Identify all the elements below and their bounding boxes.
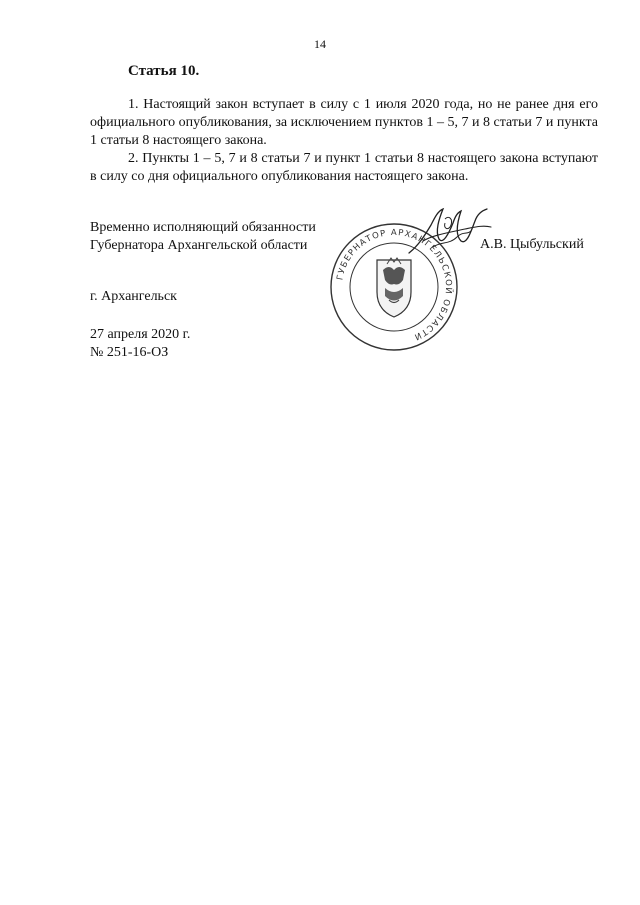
paragraph-2: 2. Пункты 1 – 5, 7 и 8 статьи 7 и пункт 1 статьи 8 настоящего закона вступают в силу со дня официального опубликования настоящего закона. — [90, 151, 598, 184]
paragraph-1: 1. Настоящий закон вступает в силу с 1 июля 2020 года, но не ранее дня его официального опубликования, за исключением пунктов 1 – 5, 7 и 8 статьи 7 и пункта 1 статьи 8 настоящего закона. — [90, 97, 598, 148]
seal-text: ГУБЕРНАТОР АРХАНГЕЛЬСКОЙ ОБЛАСТИ — [335, 227, 454, 342]
law-number: № 251-16-ОЗ — [90, 345, 169, 360]
position-line-2: Губернатора Архангельской области — [90, 238, 308, 253]
signatory-position — [90, 219, 316, 255]
city: г. Архангельск — [90, 289, 177, 304]
article-heading: Статья 10. — [128, 63, 200, 79]
position-line-1: Временно исполняющий обязанности — [90, 220, 316, 235]
page-number: 14 — [314, 37, 326, 51]
signing-date: 27 апреля 2020 г. — [90, 327, 191, 342]
date-block — [90, 326, 190, 362]
signer-name: А.В. Цыбульский — [480, 237, 584, 252]
article-body — [90, 96, 598, 186]
